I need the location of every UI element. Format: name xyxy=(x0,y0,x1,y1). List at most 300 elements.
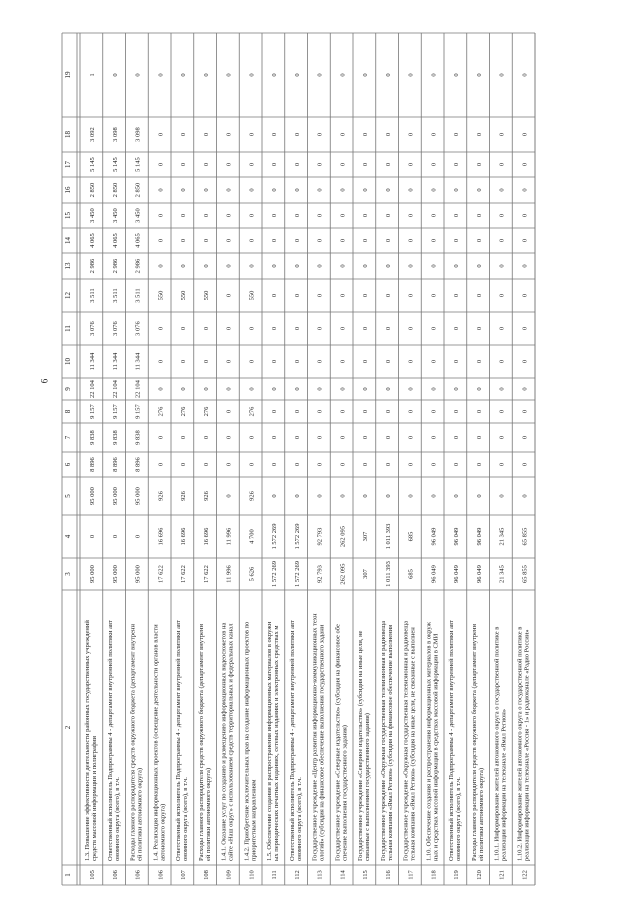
cell-value: 0 xyxy=(521,435,529,440)
cell-value: 0 xyxy=(430,462,438,467)
column-number: 5 xyxy=(64,494,72,498)
cell-value: 0 xyxy=(316,435,324,440)
row-description: 1.5. Обеспечение создания и распространения информационных материалов в окружн xyxy=(266,621,273,861)
cell-value: 2 986 xyxy=(111,258,119,274)
cell-value: 0 xyxy=(134,534,142,539)
cell-value: 0 xyxy=(521,462,529,467)
cell-value: 0 xyxy=(248,132,256,137)
cell-value: 926 xyxy=(248,491,256,501)
cell-value: 0 xyxy=(430,293,438,298)
cell-value: 0 xyxy=(339,494,347,498)
cell-value: 0 xyxy=(407,213,415,218)
row-number: 121 xyxy=(498,870,506,880)
cell-value: 0 xyxy=(430,435,438,440)
cell-value: 1 xyxy=(89,73,97,77)
cell-value: 0 xyxy=(407,462,415,467)
column-number: 2 xyxy=(64,725,72,730)
cell-value: 95 000 xyxy=(134,565,142,583)
cell-value: 0 xyxy=(521,238,529,243)
cell-value: 96 049 xyxy=(453,565,461,583)
column-number: 13 xyxy=(64,262,72,270)
row-number: 105 xyxy=(89,870,97,880)
cell-value: 0 xyxy=(202,462,210,467)
cell-value: 0 xyxy=(202,188,210,192)
cell-value: 0 xyxy=(293,188,301,192)
cell-value: 22 104 xyxy=(89,380,97,398)
page-number: 6 xyxy=(39,378,50,384)
cell-value: 95 000 xyxy=(89,487,97,505)
cell-value: 0 xyxy=(362,238,370,243)
cell-value: 0 xyxy=(339,359,347,364)
cell-value: 0 xyxy=(271,409,279,414)
cell-value: 0 xyxy=(362,326,370,331)
column-number: 4 xyxy=(64,534,72,539)
cell-value: 0 xyxy=(157,213,165,218)
cell-value: 0 xyxy=(339,213,347,218)
cell-value: 0 xyxy=(225,494,233,498)
row-description: ономного округа (всего), в т.ч. xyxy=(113,777,121,861)
cell-value: 0 xyxy=(293,326,301,331)
cell-value: 0 xyxy=(339,132,347,137)
row-description: Государственное учреждение «Окружная государственная телевизионная и радиовеща xyxy=(379,620,387,861)
cell-value: 11 344 xyxy=(89,352,97,371)
cell-value: 0 xyxy=(475,264,483,268)
column-number: 8 xyxy=(64,409,72,414)
cell-value: 3 092 xyxy=(89,127,97,142)
cell-value: 3 511 xyxy=(111,288,119,303)
cell-value: 5 626 xyxy=(248,566,256,582)
cell-value: 0 xyxy=(293,494,301,498)
cell-value: 0 xyxy=(430,213,438,218)
cell-value: 0 xyxy=(248,359,256,364)
cell-value: 9 838 xyxy=(89,430,97,445)
cell-value: 0 xyxy=(475,435,483,440)
cell-value: 65 855 xyxy=(521,565,529,583)
cell-value: 0 xyxy=(453,213,461,218)
cell-value: 0 xyxy=(362,188,370,192)
cell-value: 0 xyxy=(407,73,415,77)
cell-value: 0 xyxy=(407,238,415,243)
cell-value: 16 696 xyxy=(202,527,210,546)
cell-value: 0 xyxy=(271,293,279,298)
cell-value: 8 896 xyxy=(134,457,142,472)
cell-value: 9 157 xyxy=(134,404,142,419)
cell-value: 0 xyxy=(453,238,461,243)
row-description: ономного округа (всего), в т.ч. xyxy=(182,777,189,861)
cell-value: 9 838 xyxy=(134,430,142,445)
cell-value: 0 xyxy=(316,238,324,243)
cell-value: 0 xyxy=(157,435,165,440)
cell-value: 0 xyxy=(521,264,529,268)
cell-value: 0 xyxy=(316,188,324,192)
row-description: 1.10. Обеспечение создания и распространения информационных материалов в окруж xyxy=(425,621,433,861)
cell-value: 5 145 xyxy=(89,157,97,172)
cell-value: 0 xyxy=(407,435,415,440)
cell-value: 0 xyxy=(202,238,210,243)
cell-value: 17 622 xyxy=(202,565,210,583)
row-description: средств массовой информации и полиграфии xyxy=(91,735,98,861)
cell-value: 0 xyxy=(202,326,210,331)
row-description: Ответственный исполнитель Подпрограммы 4 - департамент внутренней политики авт xyxy=(106,620,114,861)
cell-value: 926 xyxy=(157,491,165,501)
cell-value: 0 xyxy=(248,326,256,331)
cell-value: 0 xyxy=(202,387,210,391)
column-number: 3 xyxy=(64,572,72,576)
cell-value: 0 xyxy=(293,409,301,414)
cell-value: 0 xyxy=(180,462,188,467)
row-description: ей политики автономного округа) xyxy=(204,767,212,861)
cell-value: 0 xyxy=(316,326,324,331)
row-description: Расходы главного распорядителя средств окружного бюджета (департамент внутренн xyxy=(197,624,205,861)
cell-value: 96 049 xyxy=(453,527,461,546)
cell-value: 0 xyxy=(453,73,461,77)
cell-value: 0 xyxy=(498,435,506,440)
cell-value: 0 xyxy=(293,293,301,298)
cell-value: 0 xyxy=(271,264,279,268)
cell-value: 0 xyxy=(362,494,370,498)
row-description: 1.3. Повышение эффективности деятельности районных государственных учреждений xyxy=(84,620,91,861)
cell-value: 65 855 xyxy=(521,527,529,546)
cell-value: 96 049 xyxy=(475,527,483,546)
row-description: 1.10.2. Информирование жителей автономного округа о государственной политике в xyxy=(516,626,524,861)
row-description: Государственное учреждение «Центр развития информационно-коммуникационных техн xyxy=(311,613,319,861)
cell-value: 550 xyxy=(157,290,165,301)
cell-value: 0 xyxy=(225,213,233,218)
cell-value: 0 xyxy=(225,435,233,440)
row-description: тельная компания «Ямал Регион» (субсидия на финансовое обеспечение выполнения xyxy=(386,624,394,861)
cell-value: 0 xyxy=(475,238,483,243)
cell-value: 0 xyxy=(271,238,279,243)
cell-value: 926 xyxy=(180,491,188,501)
cell-value: 1 572 269 xyxy=(271,561,279,587)
column-number: 16 xyxy=(64,186,72,194)
cell-value: 0 xyxy=(453,264,461,268)
cell-value: 22 104 xyxy=(134,380,142,398)
cell-value: 0 xyxy=(475,162,483,167)
cell-value: 4 065 xyxy=(111,233,119,248)
cell-value: 0 xyxy=(248,264,256,268)
cell-value: 0 xyxy=(339,387,347,391)
column-number: 6 xyxy=(64,462,72,467)
cell-value: 95 000 xyxy=(134,487,142,505)
cell-value: 0 xyxy=(225,326,233,331)
cell-value: 0 xyxy=(453,293,461,298)
row-description: Ответственный исполнитель Подпрограммы 4 - департамент внутренней политики авт xyxy=(448,620,455,861)
row-description: ей политики автономного округа) xyxy=(477,767,485,861)
column-number: 10 xyxy=(64,358,72,365)
cell-value: 3 098 xyxy=(111,127,119,142)
cell-value: 0 xyxy=(475,359,483,364)
cell-value: 0 xyxy=(362,162,370,167)
cell-value: 276 xyxy=(248,406,256,417)
cell-value: 11 996 xyxy=(225,527,233,546)
cell-value: 0 xyxy=(453,162,461,167)
cell-value: 0 xyxy=(384,213,392,218)
cell-value: 276 xyxy=(180,406,188,417)
row-number: 114 xyxy=(339,870,347,880)
cell-value: 0 xyxy=(407,132,415,137)
cell-value: 0 xyxy=(430,264,438,268)
cell-value: 0 xyxy=(271,462,279,467)
cell-value: 0 xyxy=(180,213,188,218)
cell-value: 0 xyxy=(498,188,506,192)
row-number: 107 xyxy=(180,870,188,880)
cell-value: 0 xyxy=(430,409,438,414)
row-description: спечение выполнения государственного задания) xyxy=(341,725,349,861)
cell-value: 1 011 393 xyxy=(384,561,392,587)
row-description: ологий» (субсидия на финансовое обеспечение выполнения государственного задани xyxy=(318,624,326,861)
cell-value: 0 xyxy=(430,132,438,137)
cell-value: 0 xyxy=(339,293,347,298)
cell-value: 0 xyxy=(293,238,301,243)
cell-value: 0 xyxy=(271,387,279,391)
cell-value: 8 896 xyxy=(111,457,119,472)
cell-value: 0 xyxy=(521,326,529,331)
cell-value: 0 xyxy=(202,162,210,167)
cell-value: 0 xyxy=(293,213,301,218)
cell-value: 0 xyxy=(180,132,188,137)
cell-value: 0 xyxy=(316,409,324,414)
cell-value: 0 xyxy=(316,359,324,364)
cell-value: 8 896 xyxy=(89,457,97,472)
cell-value: 0 xyxy=(384,73,392,77)
cell-value: 0 xyxy=(248,462,256,467)
cell-value: 96 049 xyxy=(430,527,438,546)
cell-value: 0 xyxy=(453,326,461,331)
cell-value: 0 xyxy=(407,359,415,364)
cell-value: 0 xyxy=(339,188,347,192)
cell-value: 0 xyxy=(180,238,188,243)
cell-value: 21 345 xyxy=(498,527,506,546)
cell-value: 9 838 xyxy=(111,430,119,445)
column-number: 14 xyxy=(64,237,72,244)
column-number: 9 xyxy=(64,387,72,391)
cell-value: 95 000 xyxy=(89,565,97,583)
cell-value: 0 xyxy=(362,387,370,391)
cell-value: 0 xyxy=(407,494,415,498)
cell-value: 0 xyxy=(202,435,210,440)
cell-value: 0 xyxy=(293,359,301,364)
cell-value: 0 xyxy=(407,264,415,268)
cell-value: 0 xyxy=(453,409,461,414)
cell-value: 4 700 xyxy=(248,529,256,544)
cell-value: 0 xyxy=(225,387,233,391)
cell-value: 0 xyxy=(157,162,165,167)
cell-value: 0 xyxy=(225,188,233,192)
cell-value: 2 850 xyxy=(134,182,142,198)
cell-value: 0 xyxy=(180,359,188,364)
cell-value: 3 076 xyxy=(111,321,119,336)
cell-value: 0 xyxy=(339,264,347,268)
cell-value: 1 011 393 xyxy=(384,523,392,550)
cell-value: 92 793 xyxy=(316,565,324,583)
cell-value: 2 986 xyxy=(89,258,97,274)
cell-value: 0 xyxy=(521,293,529,298)
cell-value: 0 xyxy=(293,435,301,440)
column-number: 15 xyxy=(64,212,72,219)
cell-value: 0 xyxy=(384,264,392,268)
cell-value: 2 986 xyxy=(134,258,142,274)
cell-value: 0 xyxy=(475,188,483,192)
cell-value: 0 xyxy=(430,73,438,77)
cell-value: 0 xyxy=(362,73,370,77)
cell-value: 0 xyxy=(316,73,324,77)
row-description: 1.4.1. Оказание услуг по созданию и размещению информационных видеосюжетов на xyxy=(220,622,228,861)
cell-value: 4 065 xyxy=(134,233,142,248)
cell-value: 0 xyxy=(430,326,438,331)
row-number: 108 xyxy=(202,870,210,880)
cell-value: 0 xyxy=(498,73,506,77)
cell-value: 0 xyxy=(498,409,506,414)
cell-value: 3 450 xyxy=(89,208,97,223)
row-description: Расходы главного распорядителя средств окружного бюджета (департамент внутренн xyxy=(129,624,137,861)
cell-value: 0 xyxy=(521,409,529,414)
cell-value: 5 145 xyxy=(134,157,142,172)
cell-value: 0 xyxy=(248,213,256,218)
cell-value: 0 xyxy=(430,359,438,364)
cell-value: 2 850 xyxy=(111,182,119,198)
cell-value: 0 xyxy=(498,462,506,467)
cell-value: 262 095 xyxy=(339,525,347,548)
cell-value: 0 xyxy=(384,409,392,414)
cell-value: 0 xyxy=(475,462,483,467)
cell-value: 276 xyxy=(157,406,165,417)
row-number: 111 xyxy=(271,870,279,880)
cell-value: 0 xyxy=(453,462,461,467)
cell-value: 0 xyxy=(362,435,370,440)
cell-value: 0 xyxy=(271,435,279,440)
cell-value: 0 xyxy=(384,326,392,331)
cell-value: 0 xyxy=(498,264,506,268)
cell-value: 0 xyxy=(293,387,301,391)
cell-value: 0 xyxy=(339,462,347,467)
row-description: автономного округа) xyxy=(159,803,167,861)
cell-value: 0 xyxy=(293,462,301,467)
cell-value: 0 xyxy=(180,188,188,192)
cell-value: 0 xyxy=(453,494,461,498)
cell-value: 0 xyxy=(407,409,415,414)
row-description: ных и средствах массовой информации в средствах массовой информации в СМИ xyxy=(432,633,440,861)
row-number: 120 xyxy=(475,870,483,880)
cell-value: 3 076 xyxy=(89,321,97,336)
column-number: 18 xyxy=(64,131,72,138)
cell-value: 0 xyxy=(453,435,461,440)
cell-value: 0 xyxy=(293,73,301,77)
row-description: Ответственный исполнитель Подпрограммы 4 - департамент внутренней политики авт xyxy=(175,620,182,861)
row-number: 106 xyxy=(134,870,142,880)
cell-value: 0 xyxy=(316,162,324,167)
column-number: 11 xyxy=(64,325,72,332)
cell-value: 0 xyxy=(475,387,483,391)
cell-value: 685 xyxy=(407,569,415,579)
cell-value: 0 xyxy=(271,326,279,331)
cell-value: 0 xyxy=(157,359,165,364)
cell-value: 0 xyxy=(225,162,233,167)
cell-value: 0 xyxy=(316,264,324,268)
cell-value: 21 345 xyxy=(498,565,506,583)
cell-value: 11 996 xyxy=(225,565,233,583)
cell-value: 0 xyxy=(111,73,119,77)
cell-value: 0 xyxy=(271,494,279,498)
row-description: Государственное учреждение «Окружная государственная телевизионная и радиовеща xyxy=(402,620,410,861)
cell-value: 0 xyxy=(362,213,370,218)
row-number: 106 xyxy=(157,870,165,880)
cell-value: 0 xyxy=(384,435,392,440)
cell-value: 0 xyxy=(157,387,165,391)
cell-value: 0 xyxy=(225,293,233,298)
cell-value: 0 xyxy=(475,132,483,137)
cell-value: 0 xyxy=(384,387,392,391)
cell-value: 0 xyxy=(384,462,392,467)
row-description: сайте «Наш округ» с использованием средств территориальных и федеральных канал xyxy=(227,623,235,861)
cell-value: 0 xyxy=(407,293,415,298)
row-number: 122 xyxy=(521,870,529,880)
cell-value: 0 xyxy=(430,238,438,243)
cell-value: 0 xyxy=(339,73,347,77)
cell-value: 0 xyxy=(384,162,392,167)
cell-value: 307 xyxy=(362,569,370,579)
cell-value: 0 xyxy=(498,326,506,331)
row-description: реализации информации на телеканале «Россия - 1» и радиоканале «Радио России» xyxy=(523,629,531,861)
row-description: 1.4.2. Приобретение исключительных прав на создание информационных проектов по xyxy=(243,621,251,861)
row-description: Ответственный исполнитель Подпрограммы 4 - департамент внутренней политики авт xyxy=(288,620,296,861)
cell-value: 0 xyxy=(498,293,506,298)
cell-value: 0 xyxy=(475,73,483,77)
cell-value: 0 xyxy=(316,293,324,298)
cell-value: 0 xyxy=(180,162,188,167)
cell-value: 1 572 269 xyxy=(293,561,301,587)
row-description: Расходы главного распорядителя средств окружного бюджета (департамент внутренн xyxy=(470,624,478,861)
cell-value: 3 450 xyxy=(111,208,119,223)
cell-value: 0 xyxy=(225,359,233,364)
cell-value: 926 xyxy=(202,491,210,501)
cell-value: 9 157 xyxy=(89,404,97,419)
cell-value: 16 696 xyxy=(180,527,188,546)
cell-value: 0 xyxy=(202,359,210,364)
cell-value: 0 xyxy=(202,264,210,268)
cell-value: 0 xyxy=(453,188,461,192)
cell-value: 2 850 xyxy=(89,182,97,198)
cell-value: 0 xyxy=(362,409,370,414)
cell-value: 0 xyxy=(362,462,370,467)
cell-value: 0 xyxy=(157,462,165,467)
cell-value: 1 572 269 xyxy=(271,523,279,550)
cell-value: 0 xyxy=(202,132,210,137)
cell-value: 0 xyxy=(453,387,461,391)
row-number: 117 xyxy=(407,870,415,880)
cell-value: 0 xyxy=(157,264,165,268)
row-number: 116 xyxy=(384,870,392,880)
cell-value: 0 xyxy=(316,462,324,467)
cell-value: 95 000 xyxy=(111,487,119,505)
cell-value: 0 xyxy=(430,162,438,167)
row-description: 1.10.1. Информирование жителей автономного округа о государственной политике в xyxy=(493,626,501,861)
row-description: ономного округа (всего), в т.ч. xyxy=(295,777,303,861)
column-number: 12 xyxy=(64,292,72,299)
cell-value: 0 xyxy=(521,73,529,77)
cell-value: 0 xyxy=(384,494,392,498)
row-number: 112 xyxy=(293,870,301,880)
cell-value: 0 xyxy=(157,238,165,243)
cell-value: 0 xyxy=(498,387,506,391)
cell-value: 0 xyxy=(293,162,301,167)
cell-value: 0 xyxy=(316,494,324,498)
cell-value: 0 xyxy=(384,359,392,364)
cell-value: 0 xyxy=(248,162,256,167)
cell-value: 0 xyxy=(248,387,256,391)
cell-value: 0 xyxy=(293,264,301,268)
cell-value: 0 xyxy=(339,238,347,243)
